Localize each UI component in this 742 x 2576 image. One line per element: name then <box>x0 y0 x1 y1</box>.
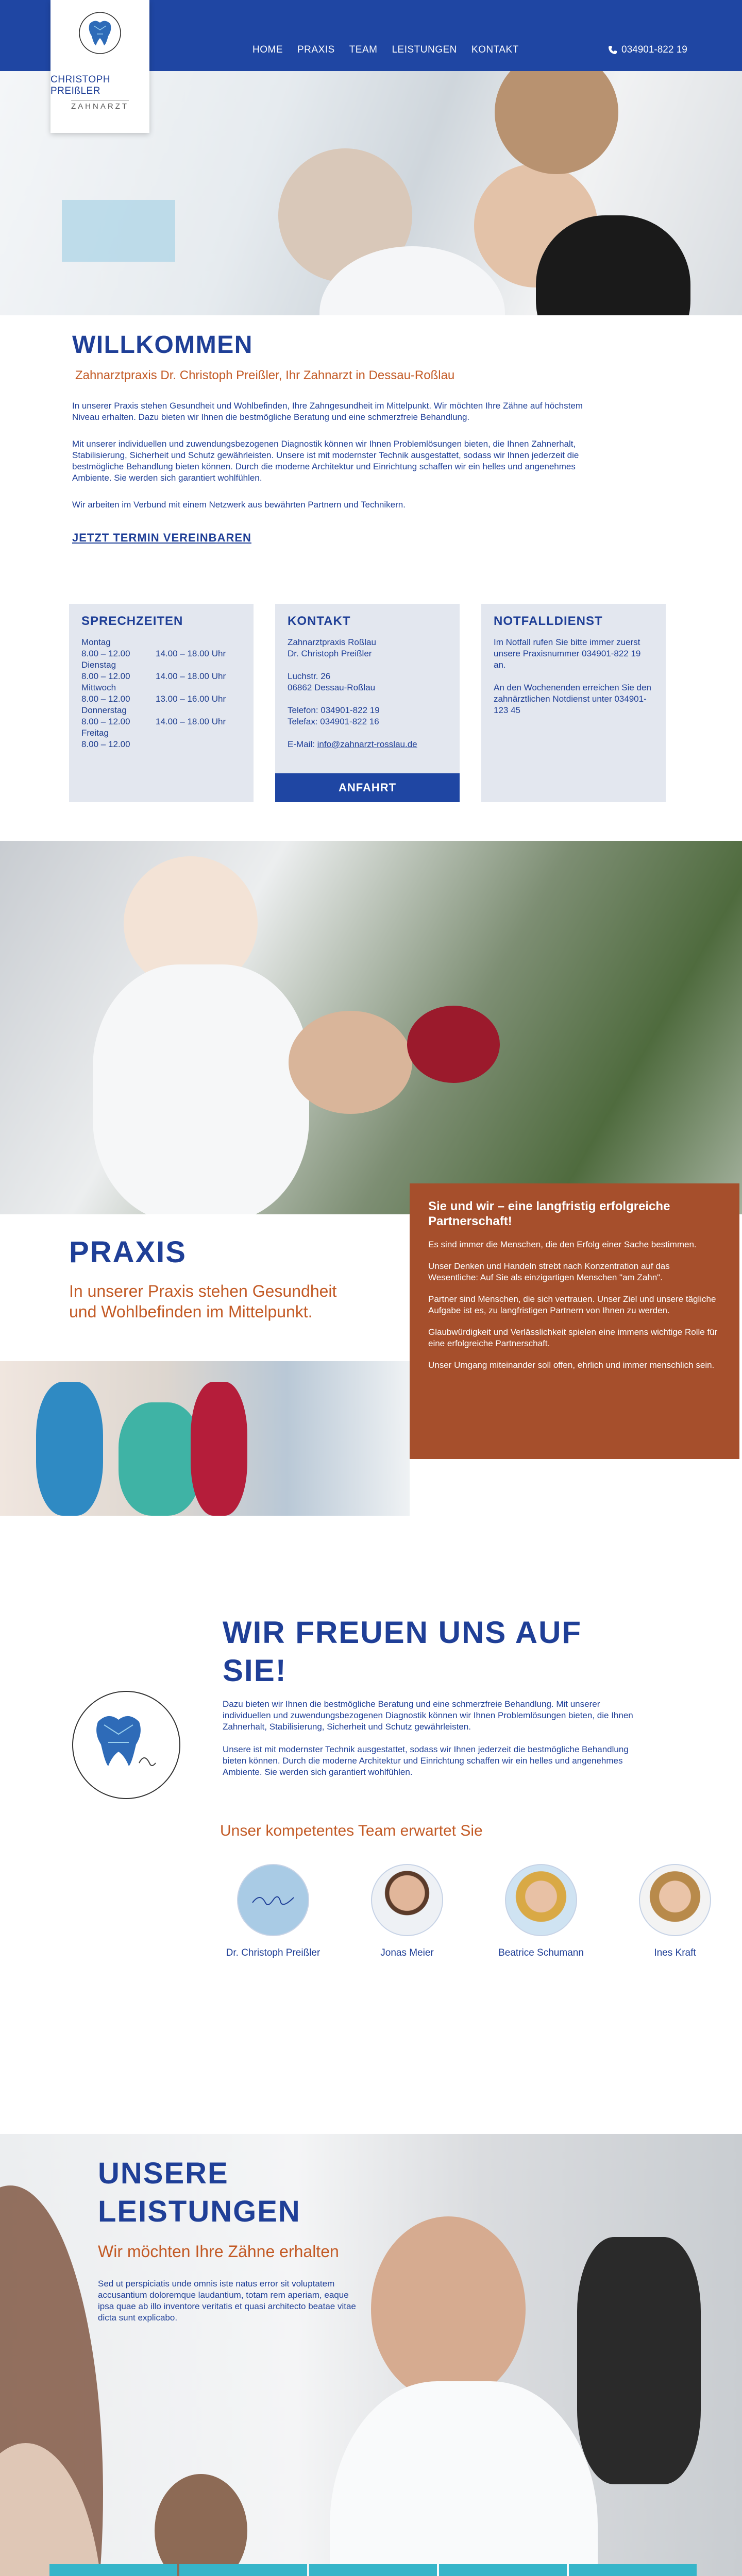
info-boxes <box>69 604 666 802</box>
contact-line: Luchstr. 26 <box>288 671 331 681</box>
hours-row <box>81 693 241 705</box>
hours-row <box>81 671 241 682</box>
nav-leistungen[interactable]: LEISTUNGEN <box>392 44 457 55</box>
avatar <box>639 1864 711 1936</box>
hours-time: 14.00 – 18.00 Uhr <box>156 649 226 658</box>
hours-row <box>81 648 241 659</box>
team-member-name: Dr. Christoph Preißler <box>226 1947 321 1958</box>
partnership-paragraph: Glaubwürdigkeit und Verlässlichkeit spielen eine immens wichtige Rolle für eine erfolgreiche Partnerschaft. <box>428 1327 718 1348</box>
contact-line: Zahnarztpraxis Roßlau <box>288 637 376 647</box>
hours-row <box>81 705 241 716</box>
hours-day: Donnerstag <box>81 705 127 715</box>
hours-row <box>81 739 241 750</box>
hours-day: Freitag <box>81 728 109 738</box>
welcome-paragraph-2: Mit unserer individuellen und zuwendungsbezogenen Diagnostik können wir Ihnen Problemlösungen bieten, die Ihnen Zahnerhalt, Stabilisierung, Sicherheit und Schutz gewährleisten. Unsere ist mit modernster Technik ausgestattet, sodass wir Ihnen jederzeit die bestmögliche Behandlung bieten können. Durch die moderne Architektur und Einrichtung schaffen wir ein helles und angenehmes Ambiente. Sie werden sich garantiert wohlfühlen. <box>72 439 579 483</box>
praxis-patient <box>289 1011 412 1114</box>
main-nav <box>252 44 519 56</box>
team-photo <box>0 1361 410 1516</box>
praxis-dentist-coat <box>93 964 309 1214</box>
contact-line: Dr. Christoph Preißler <box>288 649 372 658</box>
hours-day: Mittwoch <box>81 683 116 692</box>
partnership-paragraph: Unser Denken und Handeln strebt nach Konzentration auf das Wesentliche: Auf Sie als einzigartigen Menschen "am Zahn". <box>428 1261 670 1282</box>
partnership-paragraph: Partner sind Menschen, die sich vertrauen. Unser Ziel und unsere tägliche Aufgabe ist es, zu langfristigen Partnern von Ihnen zu werden. <box>428 1294 716 1315</box>
practice-emblem <box>72 1691 180 1799</box>
hours-title: SPRECHZEITEN <box>81 614 183 628</box>
welcome-paragraph-3: Wir arbeiten im Verbund mit einem Netzwerk aus bewährten Partnern und Technikern. <box>72 500 406 510</box>
hours-row <box>81 659 241 671</box>
emergency-box <box>481 604 666 802</box>
book-appointment-link[interactable]: JETZT TERMIN VEREINBAREN <box>72 531 251 544</box>
hours-day: 8.00 – 12.00 <box>81 739 130 749</box>
directions-button[interactable]: ANFAHRT <box>275 773 460 802</box>
header-phone[interactable] <box>608 44 687 56</box>
praxis-title: PRAXIS <box>69 1235 187 1269</box>
services-title-text: UNSERE LEISTUNGEN <box>98 2157 301 2228</box>
welcome-subtitle: Zahnarztpraxis Dr. Christoph Preißler, Ihr Zahnarzt in Dessau-Roßlau <box>75 368 455 382</box>
avatar <box>371 1864 443 1936</box>
team-member-name: Beatrice Schumann <box>498 1947 584 1958</box>
hours-row <box>81 716 241 727</box>
contact-fax: Telefax: 034901-822 16 <box>288 717 379 726</box>
signature-icon <box>250 1890 296 1910</box>
team-heading: Unser kompetentes Team erwartet Sie <box>220 1822 483 1839</box>
services-section <box>0 2134 742 2576</box>
services-photo-microscope <box>577 2237 701 2484</box>
team-section <box>0 1521 742 2134</box>
contact-email-row <box>288 739 447 750</box>
hours-day: 8.00 – 12.00 <box>81 671 130 681</box>
hours-day: 8.00 – 12.00 <box>81 694 130 704</box>
team-photo-person <box>119 1402 201 1516</box>
avatar <box>505 1864 577 1936</box>
hours-row <box>81 682 241 693</box>
praxis-section <box>0 841 742 1521</box>
header-phone-number: 034901-822 19 <box>621 44 687 55</box>
hours-list <box>81 637 241 750</box>
tooth-logo-icon <box>78 11 122 55</box>
hours-time: 13.00 – 16.00 Uhr <box>156 694 226 704</box>
service-prophylaxe[interactable] <box>49 2564 177 2576</box>
hours-time: 14.00 – 18.00 Uhr <box>156 717 226 726</box>
logo-subtitle: ZAHNARZT <box>71 100 129 111</box>
services-text: Sed ut perspiciatis unde omnis iste natus error sit voluptatem accusantium doloremque laudantium, totam rem aperiam, eaque ipsa quae ab illo inventore veritatis et quasi architecto beatae vitae dicta sunt explicabo. <box>98 2279 356 2323</box>
contact-email-label: E-Mail: <box>288 739 315 749</box>
contact-box <box>275 604 460 802</box>
nav-praxis[interactable]: PRAXIS <box>297 44 335 55</box>
team-section-paragraph-2: Unsere ist mit modernster Technik ausgestattet, sodass wir Ihnen jederzeit die bestmögliche Behandlung bieten können. Durch die moderne Architektur und Einrichtung schaffen wir ein helles und angenehmes Ambiente. Sie werden sich garantiert wohlfühlen. <box>223 1744 629 1777</box>
hours-time: 14.00 – 18.00 Uhr <box>156 671 226 681</box>
hero-assistant-figure <box>495 71 618 174</box>
praxis-subtitle: In unserer Praxis stehen Gesundheit und Wohlbefinden im Mittelpunkt. <box>69 1282 337 1321</box>
team-list <box>206 1864 742 1959</box>
emergency-title: NOTFALLDIENST <box>494 614 603 628</box>
site-header <box>0 0 742 111</box>
tooth-logo-icon <box>88 1711 165 1778</box>
phone-icon <box>608 45 617 55</box>
service-fuellungen[interactable] <box>179 2564 307 2576</box>
team-member[interactable] <box>474 1864 608 1959</box>
contact-line: 06862 Dessau-Roßlau <box>288 683 376 692</box>
team-member-name: Jonas Meier <box>380 1947 434 1958</box>
praxis-photo <box>0 841 742 1214</box>
hours-day: 8.00 – 12.00 <box>81 717 130 726</box>
avatar <box>237 1864 309 1936</box>
team-member[interactable] <box>206 1864 340 1959</box>
welcome-paragraph-1: In unserer Praxis stehen Gesundheit und Wohlbefinden, Ihre Zahngesundheit im Mittelpunkt. Wir möchten Ihre Zähne auf höchstem Niveau erhalten. Dazu bieten wir Ihnen die bestmögliche Beratung und eine schmerzfreie Behandlung. <box>72 401 583 422</box>
services-subtitle: Wir möchten Ihre Zähne erhalten <box>98 2242 339 2261</box>
team-member[interactable] <box>340 1864 474 1959</box>
contact-phone: Telefon: 034901-822 19 <box>288 705 380 715</box>
logo-name: CHRISTOPH PREIßLER <box>50 74 111 96</box>
services-title <box>98 2155 335 2231</box>
nav-team[interactable]: TEAM <box>349 44 378 55</box>
hours-day: Montag <box>81 637 111 647</box>
partnership-paragraph: Unser Umgang miteinander soll offen, ehrlich und immer menschlich sein. <box>428 1360 715 1370</box>
team-section-title: WIR FREUEN UNS AUF SIE! <box>223 1615 582 1688</box>
hours-day: Dienstag <box>81 660 116 670</box>
team-section-paragraph-1: Dazu bieten wir Ihnen die bestmögliche Beratung und eine schmerzfreie Behandlung. Mit unserer individuellen und zuwendungsbezogenen Diagnostik können wir Ihnen Problemlösungen bieten, die Ihnen Zahnerhalt, Stabilisierung, Sicherheit und Schutz gewährleisten. <box>223 1699 633 1732</box>
hours-row <box>81 727 241 739</box>
contact-title: KONTAKT <box>288 614 351 628</box>
hours-row <box>81 637 241 648</box>
partnership-box <box>410 1183 739 1459</box>
services-list <box>49 2564 697 2576</box>
partnership-paragraph: Es sind immer die Menschen, die den Erfolg einer Sache bestimmen. <box>428 1240 697 1249</box>
service-kronen[interactable] <box>309 2564 437 2576</box>
team-member[interactable] <box>608 1864 742 1959</box>
partnership-title: Sie und wir – eine langfristig erfolgreiche Partnerschaft! <box>428 1199 670 1228</box>
emergency-text-1: Im Notfall rufen Sie bitte immer zuerst unsere Praxisnummer 034901-822 19 an. <box>494 637 641 670</box>
nav-home[interactable]: HOME <box>252 44 283 55</box>
service-aesthetik[interactable] <box>569 2564 697 2576</box>
services-photo-assistant <box>155 2474 247 2576</box>
emergency-text-2: An den Wochenenden erreichen Sie den zahnärztlichen Notdienst unter 034901-123 45 <box>494 683 651 715</box>
services-photo-dentist <box>371 2216 526 2402</box>
team-photo-person <box>36 1382 103 1516</box>
contact-email-link[interactable]: info@zahnarzt-rosslau.de <box>317 739 417 749</box>
service-implantate[interactable] <box>439 2564 567 2576</box>
hero-equipment <box>62 200 175 262</box>
team-photo-person <box>191 1382 247 1516</box>
welcome-title: WILLKOMMEN <box>72 331 253 359</box>
hours-box <box>69 604 254 802</box>
team-member-name: Ines Kraft <box>654 1947 696 1958</box>
nav-kontakt[interactable]: KONTAKT <box>471 44 519 55</box>
services-photo-coat <box>330 2381 598 2576</box>
logo[interactable] <box>50 0 149 133</box>
team-section-text <box>223 1699 650 1778</box>
welcome-section <box>0 315 742 841</box>
hours-day: 8.00 – 12.00 <box>81 649 130 658</box>
praxis-flowers <box>407 1006 500 1083</box>
